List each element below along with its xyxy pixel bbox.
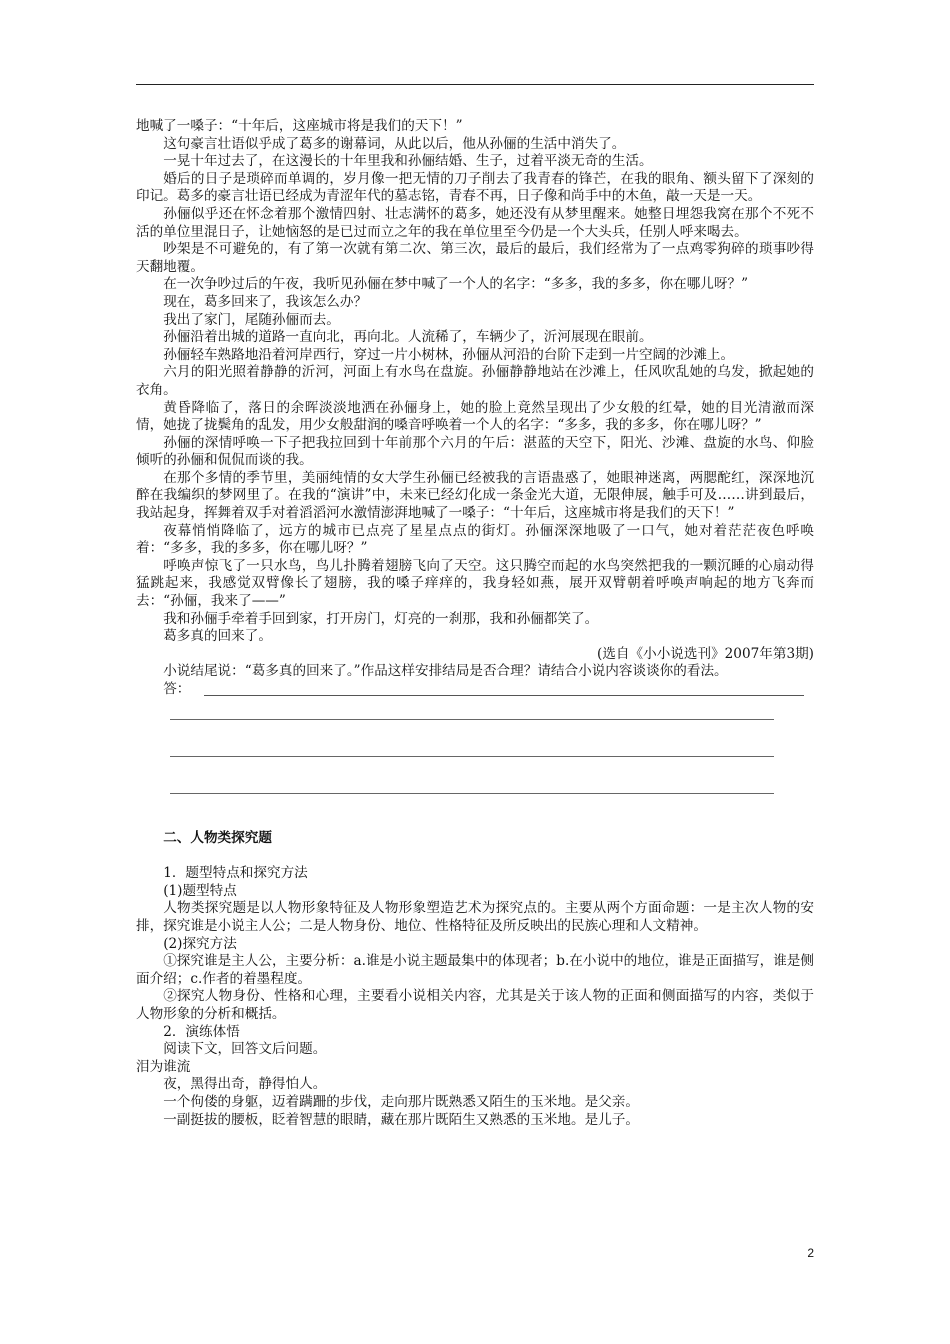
page-number: 2 <box>807 1246 814 1260</box>
method-section <box>136 865 814 1059</box>
paragraph: (2)探究方法 <box>163 935 237 952</box>
paragraph: 我出了家门，尾随孙俪而去。 <box>163 311 340 328</box>
paragraph: 地喊了一嗓子：“十年后，这座城市将是我们的天下！” <box>136 118 463 134</box>
paragraph: 孙俪似乎还在怀念着那个激情四射、壮志满怀的葛多，她还没有从梦里醒来。她整日埋怨我窝在那个不死不活的单位里混日子，让她恼怒的是已过而立之年的我在单位里至今仍是一个大头兵，任别人呼来喝去。 <box>136 205 814 240</box>
paragraph: 这句豪言壮语似乎成了葛多的谢幕词，从此以后，他从孙俪的生活中消失了。 <box>163 135 626 152</box>
paragraph: 呼唤声惊飞了一只水鸟，鸟儿扑腾着翅膀飞向了天空。这只腾空而起的水鸟突然把我的一颗沉睡的心扇动得猛跳起来，我感觉双臂像长了翅膀，我的嗓子痒痒的，我身轻如燕，展开双臂朝着呼唤声响起的地方飞奔而去：“孙俪，我来了——” <box>136 557 814 610</box>
story-title: 泪为谁流 <box>136 1058 191 1075</box>
paragraph: 婚后的日子是琐碎而单调的，岁月像一把无情的刀子削去了我青春的锋芒，在我的眼角、额头留下了深刻的印记。葛多的豪言壮语已经成为青涩年代的墓志铭，青春不再，日子像和尚手中的木鱼，敲一天是一天。 <box>136 170 814 205</box>
paragraph: 孙俪的深情呼唤一下子把我拉回到十年前那个六月的午后：湛蓝的天空下，阳光、沙滩、盘旋的水鸟、仰脸倾听的孙俪和侃侃而谈的我。 <box>136 434 814 469</box>
paragraph: 在那个多情的季节里，美丽纯情的女大学生孙俪已经被我的言语蛊惑了，她眼神迷离，两腮酡红，深深地沉醉在我编织的梦网里了。在我的“演讲”中，未来已经幻化成一条金光大道，无限伸展，触手可及……讲到最后，我站起身，挥舞着双手对着滔滔河水激情澎湃地喊了一嗓子：“十年后，这座城市将是我们的天下！” <box>136 469 814 522</box>
paragraph: 夜幕悄悄降临了，远方的城市已点亮了星星点点的街灯。孙俪深深地吸了一口气，她对着茫茫夜色呼唤着：“多多，我的多多，你在哪儿呀？” <box>136 522 814 557</box>
answer-label: 答： <box>163 681 191 697</box>
answer-blank-line[interactable] <box>136 736 814 773</box>
paragraph: 我和孙俪手牵着手回到家，打开房门，灯亮的一刹那，我和孙俪都笑了。 <box>163 610 599 627</box>
paragraph: 一晃十年过去了，在这漫长的十年里我和孙俪结婚、生子，过着平淡无奇的生活。 <box>163 153 653 170</box>
answer-blank-line[interactable] <box>136 773 814 810</box>
paragraph: 现在，葛多回来了，我该怎么办？ <box>163 293 368 310</box>
answer-blank-line[interactable] <box>136 699 814 736</box>
paragraph: 黄昏降临了，落日的余晖淡淡地洒在孙俪身上，她的脸上竟然呈现出了少女般的红晕，她的目光清澈而深情，她拢了拢鬓角的乱发，用少女般甜润的嗓音呼唤着一个人的名字：“多多，我的多多，你在哪儿呀？” <box>136 399 814 434</box>
question-text: 小说结尾说：“葛多真的回来了。”作品这样安排结局是否合理？请结合小说内容谈谈你的看法。 <box>163 663 728 680</box>
paragraph: ①探究谁是主人公，主要分析：a.谁是小说主题最集中的体现者；b.在小说中的地位，谁是正面描写，谁是侧面介绍；c.作者的着墨程度。 <box>136 953 814 987</box>
paragraph: ②探究人物身份、性格和心理，主要看小说相关内容，尤其是关于该人物的正面和侧面描写的内容，类似于人物形象的分析和概括。 <box>136 988 814 1022</box>
paragraph: (1)题型特点 <box>163 882 237 899</box>
paragraph: 人物类探究题是以人物形象特征及人物形象塑造艺术为探究点的。主要从两个方面命题：一是主次人物的安排，探究谁是小说主人公；二是人物身份、地位、性格特征及所反映出的民族心理和人文精神。 <box>136 900 814 934</box>
answer-underline <box>204 695 804 696</box>
paragraph: 吵架是不可避免的，有了第一次就有第二次、第三次，最后的最后，我们经常为了一点鸡零狗碎的琐事吵得天翻地覆。 <box>136 241 814 275</box>
paragraph: 葛多真的回来了。 <box>163 628 272 645</box>
document-body <box>136 118 814 1129</box>
paragraph: 一个佝偻的身躯，迈着蹒跚的步伐，走向那片既熟悉又陌生的玉米地。是父亲。 <box>163 1093 639 1110</box>
paragraph: 阅读下文，回答文后问题。 <box>163 1041 327 1058</box>
paragraph: 孙俪沿着出城的道路一直向北，再向北。人流稀了，车辆少了，沂河展现在眼前。 <box>163 329 653 346</box>
story-continuation <box>136 118 814 646</box>
paragraph: 2．演练体悟 <box>163 1023 240 1040</box>
story-excerpt <box>136 1076 814 1129</box>
paragraph: 在一次争吵过后的午夜，我听见孙俪在梦中喊了一个人的名字：“多多，我的多多，你在哪儿呀？” <box>163 276 749 293</box>
section-heading: 二、人物类探究题 <box>163 829 272 846</box>
source-citation: (选自《小小说选刊》2007年第3期) <box>597 645 814 662</box>
paragraph: 六月的阳光照着静静的沂河，河面上有水鸟在盘旋。孙俪静静地站在沙滩上，任风吹乱她的乌发，掀起她的衣角。 <box>136 364 814 398</box>
paragraph: 一副挺拔的腰板，眨着智慧的眼睛，藏在那片既陌生又熟悉的玉米地。是儿子。 <box>163 1111 639 1128</box>
paragraph: 1．题型特点和探究方法 <box>163 865 308 882</box>
header-rule <box>136 84 814 85</box>
paragraph: 夜，黑得出奇，静得怕人。 <box>163 1076 327 1093</box>
paragraph: 孙俪轻车熟路地沿着河岸西行，穿过一片小树林，孙俪从河沿的台阶下走到一片空阔的沙滩上。 <box>163 346 735 363</box>
answer-line[interactable] <box>136 681 814 699</box>
